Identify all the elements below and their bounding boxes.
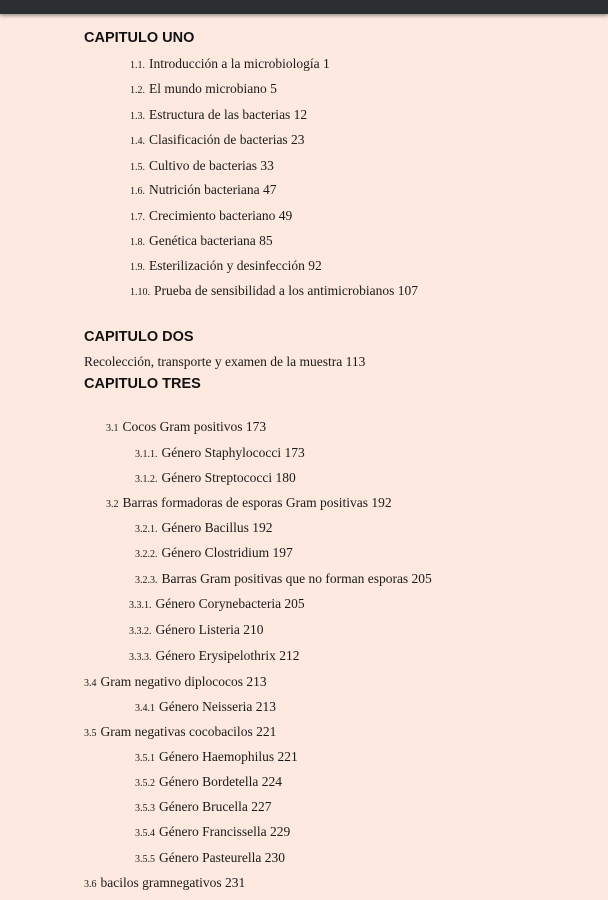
toc-entry-text: Género Neisseria 213 <box>159 699 276 714</box>
toc-entry-3-5-4 <box>135 824 290 842</box>
toc-entry-1-3 <box>130 107 307 125</box>
toc-entry-1-6 <box>130 182 276 200</box>
toc-entry-text: Género Streptococci 180 <box>161 470 296 485</box>
toc-entry-number: 3.1 <box>106 423 119 434</box>
toc-entry-text: Crecimiento bacteriano 49 <box>149 208 293 223</box>
toc-entry-number: 3.1.2. <box>135 474 158 485</box>
toc-entry-number: 1.3. <box>130 111 145 122</box>
toc-entry-3-5-2 <box>135 774 282 792</box>
toc-entry-3-5-3 <box>135 799 271 817</box>
toc-entry-number: 3.5.1 <box>135 753 155 764</box>
toc-entry-number: 3.4.1 <box>135 703 155 714</box>
toc-entry-number: 3.5.2 <box>135 778 155 789</box>
toc-entry-3-3-3 <box>129 648 299 666</box>
toc-entry-3-3-1 <box>129 596 305 614</box>
chapter-three-heading: CAPITULO TRES <box>84 376 201 392</box>
toc-entry-1-5 <box>130 158 274 176</box>
toc-entry-number: 3.2.2. <box>135 549 158 560</box>
toc-entry-text: Genética bacteriana 85 <box>149 233 273 248</box>
toc-entry-number: 3.2 <box>106 499 119 510</box>
toc-entry-text: Estructura de las bacterias 12 <box>149 107 308 122</box>
toc-entry-1-4 <box>130 132 305 150</box>
toc-entry-text: Nutrición bacteriana 47 <box>149 182 277 197</box>
toc-entry-3-2-2 <box>135 545 293 563</box>
toc-entry-number: 1.10. <box>130 287 150 298</box>
toc-entry-number: 1.1. <box>130 60 145 71</box>
toc-entry-1-9 <box>130 258 322 276</box>
toc-entry-number: 1.8. <box>130 237 145 248</box>
toc-entry-3-4-1 <box>135 699 276 717</box>
toc-entry-text: Cultivo de bacterias 33 <box>149 158 274 173</box>
toc-entry-text: Gram negativas cocobacilos 221 <box>100 724 277 739</box>
toc-entry-1-2 <box>130 81 277 99</box>
chapter-two-heading: CAPITULO DOS <box>84 329 194 345</box>
toc-entry-number: 3.1.1. <box>135 449 158 460</box>
toc-entry-number: 3.2.1. <box>135 524 158 535</box>
toc-entry-text: Clasificación de bacterias 23 <box>149 132 305 147</box>
toc-entry-text: Introducción a la microbiología 1 <box>149 56 330 71</box>
toc-entry-3-4 <box>84 674 267 692</box>
toc-entry-3-2-1 <box>135 520 272 538</box>
toc-entry-number: 3.5 <box>84 728 97 739</box>
toc-entry-text: Género Staphylococci 173 <box>161 445 305 460</box>
toc-entry-text: El mundo microbiano 5 <box>149 81 277 96</box>
toc-entry-number: 3.3.2. <box>129 626 152 637</box>
toc-entry-1-1 <box>130 56 330 74</box>
toc-entry-number: 1.9. <box>130 262 145 273</box>
toc-entry-number: 3.4 <box>84 678 97 689</box>
toc-entry-number: 3.5.3 <box>135 803 155 814</box>
toc-entry-3-1 <box>106 419 266 437</box>
toc-entry-text: Esterilización y desinfección 92 <box>149 258 322 273</box>
toc-entry-number: 1.5. <box>130 162 145 173</box>
toc-entry-number: 1.2. <box>130 85 145 96</box>
toc-entry-text: Género Pasteurella 230 <box>159 850 285 865</box>
chapter-two-subtitle: Recolección, transporte y examen de la muestra 113 <box>84 354 366 369</box>
toc-entry-number: 3.6 <box>84 879 97 890</box>
toc-entry-3-5 <box>84 724 276 742</box>
toc-entry-text: Género Bordetella 224 <box>159 774 282 789</box>
toc-entry-text: Género Haemophilus 221 <box>159 749 298 764</box>
toc-entry-3-5-5 <box>135 850 285 868</box>
toc-entry-3-6 <box>84 875 245 893</box>
toc-entry-text: Gram negativo diplococos 213 <box>100 674 267 689</box>
toc-entry-1-10 <box>130 283 418 301</box>
toc-entry-number: 3.3.3. <box>129 652 152 663</box>
toc-entry-text: Género Erysipelothrix 212 <box>155 648 300 663</box>
toc-entry-number: 1.7. <box>130 212 145 223</box>
toc-entry-number: 1.6. <box>130 186 145 197</box>
toc-entry-text: bacilos gramnegativos 231 <box>100 875 246 890</box>
toc-entry-number: 3.5.5 <box>135 854 155 865</box>
toc-entry-3-5-1 <box>135 749 298 767</box>
toc-entry-text: Barras formadoras de esporas Gram positivas 192 <box>122 495 392 510</box>
toc-entry-3-2-3 <box>135 571 432 589</box>
toc-entry-text: Cocos Gram positivos 173 <box>122 419 267 434</box>
toc-entry-3-2 <box>106 495 392 513</box>
toc-entry-text: Género Francissella 229 <box>159 824 291 839</box>
toc-entry-3-3-2 <box>129 622 263 640</box>
toc-entry-text: Barras Gram positivas que no forman esporas 205 <box>161 571 432 586</box>
toc-entry-text: Género Listeria 210 <box>155 622 264 637</box>
toc-entry-number: 3.2.3. <box>135 575 158 586</box>
toc-entry-text: Género Bacillus 192 <box>161 520 273 535</box>
chapter-one-heading: CAPITULO UNO <box>84 30 195 46</box>
toc-entry-text: Género Clostridium 197 <box>161 545 293 560</box>
toc-entry-1-8 <box>130 233 273 251</box>
toc-entry-number: 1.4. <box>130 136 145 147</box>
toc-entry-1-7 <box>130 208 292 226</box>
toc-entry-number: 3.3.1. <box>129 600 152 611</box>
toc-entry-number: 3.5.4 <box>135 828 155 839</box>
toc-entry-3-1-2 <box>135 470 296 488</box>
document-page <box>0 14 608 900</box>
toc-entry-text: Prueba de sensibilidad a los antimicrobianos 107 <box>154 283 418 298</box>
toc-entry-3-1-1 <box>135 445 305 463</box>
toc-entry-text: Género Brucella 227 <box>159 799 272 814</box>
viewer-toolbar <box>0 0 608 14</box>
toc-entry-text: Género Corynebacteria 205 <box>155 596 305 611</box>
